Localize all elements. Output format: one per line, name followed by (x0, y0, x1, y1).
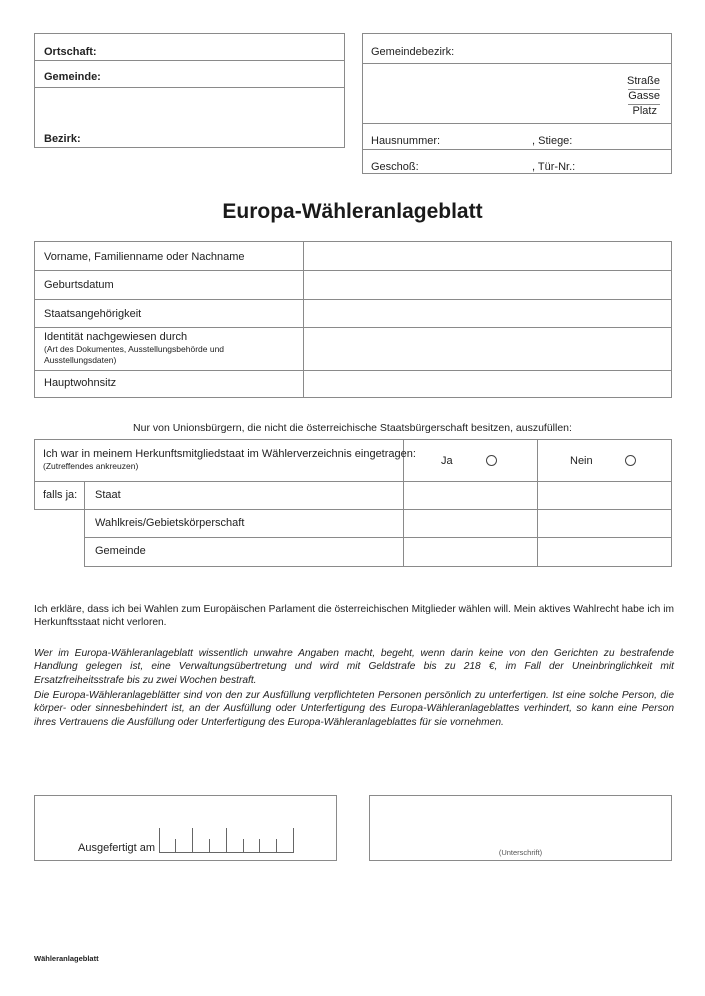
staat-input[interactable] (404, 482, 671, 509)
sub-row-staat-label: Staat (95, 489, 121, 501)
address-box (362, 33, 672, 174)
hausnummer-label: Hausnummer: (371, 135, 441, 147)
name-input[interactable] (304, 242, 671, 270)
residence-input[interactable] (304, 371, 671, 398)
personal-data-table (34, 241, 672, 398)
register-question: Ich war in meinem Herkunftsmitgliedstaat im Wählerverzeichnis eingetragen: (43, 448, 416, 460)
birthdate-input[interactable] (304, 271, 671, 299)
date-input[interactable] (159, 827, 294, 853)
if-yes-label: falls ja: (43, 489, 78, 501)
row-label-residence: Hauptwohnsitz (44, 377, 117, 389)
signature-box[interactable] (369, 795, 672, 861)
bezirk-field[interactable] (35, 88, 344, 148)
street-type-gasse[interactable]: Gasse (628, 90, 660, 102)
declaration-text: Ich erkläre, dass ich bei Wahlen zum Europäischen Parlament die österreichischen Mitglieder wählen will. Mein aktives Wahlrecht habe ich im Herkunftsstaat nicht verloren. (34, 604, 674, 629)
geschoss-label: Geschoß: (371, 161, 419, 173)
street-field[interactable] (363, 64, 671, 123)
signing-note: Die Europa-Wähleranlageblätter sind von den zur Ausfüllung verpflichteten Personen persönlich zu unterfertigen. Ist eine solche Person, die körper- oder sinnesbehindert ist, an der Ausfüllung oder Unterfertigung des Europa-Wähleranlageblattes verhindert, so kann eine Person ihres Vertrauens die Ausfüllung oder Unterfertigung des Europa-Wähleranlageblattes für sie vornehmen. (34, 690, 674, 728)
wahlkreis-input[interactable] (404, 510, 671, 537)
ortschaft-field[interactable] (35, 34, 344, 60)
signature-label: (Unterschrift) (498, 848, 543, 857)
geschoss-field[interactable] (428, 150, 528, 174)
date-label: Ausgefertigt am (78, 842, 156, 854)
street-type-strasse[interactable]: Straße (626, 75, 660, 87)
option-yes-label: Ja (441, 455, 453, 467)
stiege-field[interactable] (573, 124, 671, 149)
row-sublabel-identity: (Art des Dokumentes, Ausstellungsbehörde und Ausstellungsdaten) (44, 344, 225, 365)
ortschaft-label: Ortschaft: (44, 46, 97, 58)
penalty-note: Wer im Europa-Wähleranlageblatt wissentlich unwahre Angaben macht, begeht, wenn darin keine von den Gerichten zu bestrafende Handlung gelegen ist, eine Verwaltungsübertretung und wird mit Geldstrafe bis zu 218 €, im Fall der Uneinbringlichkeit mit Ersatzfreiheitsstrafe bis zu zwei Wochen bestraft. (34, 648, 674, 686)
bezirk-label: Bezirk: (44, 133, 81, 145)
register-question-hint: (Zutreffendes ankreuzen) (43, 461, 139, 471)
gemeinde-field[interactable] (35, 61, 344, 87)
option-yes[interactable] (404, 440, 536, 481)
row-label-birthdate: Geburtsdatum (44, 279, 114, 291)
identity-input[interactable] (304, 328, 671, 370)
street-type-platz[interactable]: Platz (632, 105, 657, 117)
gemeinde-foreign-input[interactable] (404, 538, 671, 566)
gemeinde-label: Gemeinde: (44, 71, 101, 83)
gemeindebezirk-label: Gemeindebezirk: (371, 46, 455, 58)
row-label-name: Vorname, Familienname oder Nachname (44, 251, 245, 263)
stiege-label: , Stiege: (532, 135, 573, 147)
row-label-identity: Identität nachgewiesen durch (44, 331, 188, 343)
option-no[interactable] (538, 440, 671, 481)
gemeindebezirk-field[interactable] (363, 34, 671, 63)
register-table (34, 439, 672, 567)
hausnummer-field[interactable] (443, 124, 533, 149)
radio-yes-icon[interactable] (486, 455, 497, 466)
union-citizens-note: Nur von Unionsbürgern, die nicht die österreichische Staatsbürgerschaft besitzen, auszufüllen: (133, 422, 572, 434)
location-box (34, 33, 345, 148)
date-box (34, 795, 337, 861)
tuer-label: , Tür-Nr.: (532, 161, 576, 173)
tuer-field[interactable] (578, 150, 671, 174)
page-title: Europa-Wähleranlageblatt (222, 200, 483, 223)
nationality-input[interactable] (304, 300, 671, 327)
footer-label: Wähleranlageblatt (34, 954, 99, 963)
row-label-nationality: Staatsangehörigkeit (44, 308, 142, 320)
sub-row-wahlkreis-label: Wahlkreis/Gebietskörperschaft (95, 517, 245, 529)
radio-no-icon[interactable] (625, 455, 636, 466)
sub-row-gemeinde-label: Gemeinde (95, 545, 146, 557)
option-no-label: Nein (570, 455, 593, 467)
